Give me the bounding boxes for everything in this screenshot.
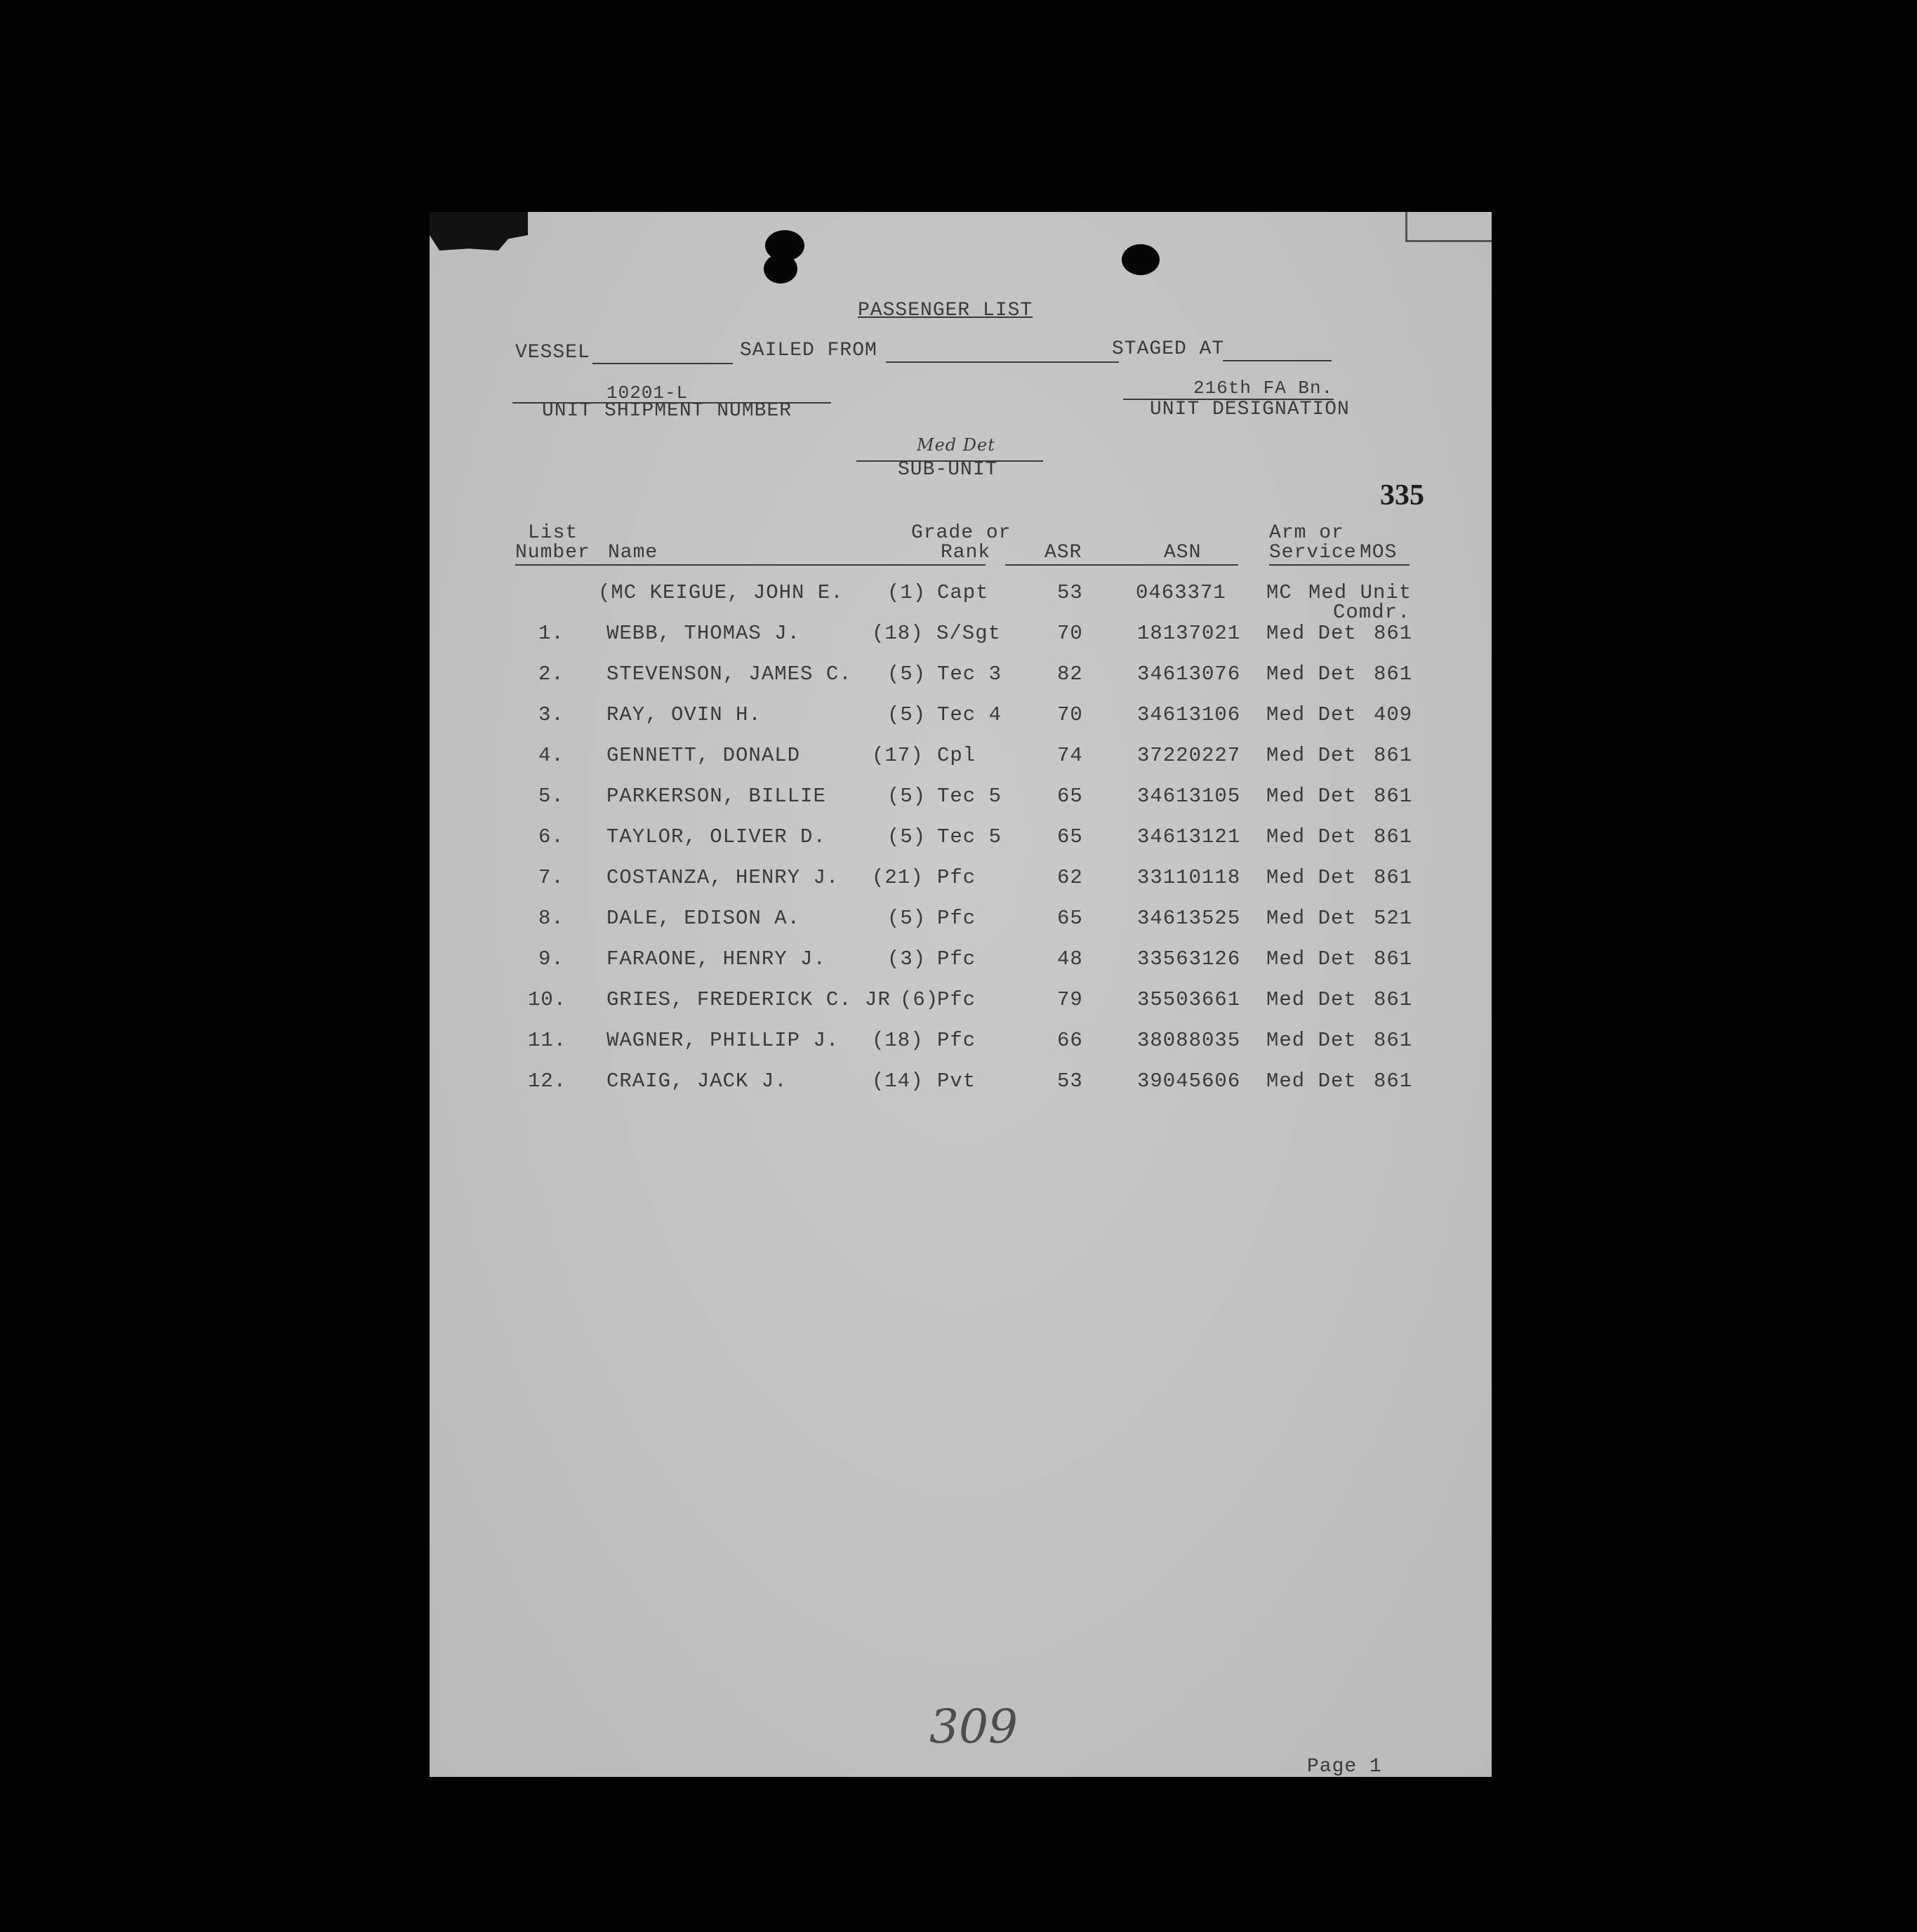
- row-asn: 33563126: [1137, 947, 1241, 971]
- page-number: Page 1: [1307, 1756, 1382, 1778]
- row-number: 9.: [538, 947, 564, 971]
- row-asn: 34613121: [1137, 825, 1241, 848]
- table-row: [430, 866, 1492, 907]
- row-mos: 861: [1374, 1029, 1413, 1052]
- header-asn-rule: [1110, 564, 1238, 566]
- torn-corner: [430, 212, 528, 251]
- header-rank: Rank: [941, 542, 991, 564]
- row-asr: 66: [1057, 1029, 1083, 1052]
- stamp-number: 335: [1380, 479, 1424, 512]
- row-name: STEVENSON, JAMES C.: [606, 662, 852, 686]
- row-mos: 861: [1374, 662, 1413, 686]
- row-name: (MC KEIGUE, JOHN E.: [598, 581, 844, 604]
- unit-shipment-number-value: 10201-L: [606, 382, 689, 404]
- row-asr: 74: [1057, 744, 1083, 767]
- row-name: GRIES, FREDERICK C. JR: [606, 988, 891, 1011]
- document-title: PASSENGER LIST: [858, 300, 1033, 321]
- row-asn: 0463371: [1136, 581, 1226, 604]
- row-grade-number: (5): [887, 703, 927, 726]
- row-name: RAY, OVIN H.: [606, 703, 762, 726]
- row-number: 5.: [538, 785, 564, 808]
- unit-designation-value: 216th FA Bn.: [1193, 378, 1334, 399]
- staged-at-label: STAGED AT: [1112, 338, 1225, 360]
- row-asr: 70: [1057, 622, 1083, 645]
- row-rank: Tec 5: [937, 785, 1002, 808]
- row-rank: Tec 4: [937, 703, 1002, 726]
- row-asn: 38088035: [1137, 1029, 1241, 1052]
- table-row: [430, 581, 1492, 622]
- row-grade-number: (18): [872, 1029, 924, 1052]
- row-number: 10.: [528, 988, 567, 1011]
- row-asr: 53: [1057, 581, 1083, 604]
- handwritten-number: 309: [929, 1700, 1018, 1754]
- row-number: 1.: [538, 622, 564, 645]
- row-rank: Tec 5: [937, 825, 1002, 848]
- row-mos: Med Unit: [1308, 581, 1412, 604]
- header-name: Name: [608, 542, 658, 564]
- row-asn: 34613076: [1137, 662, 1241, 686]
- row-grade-number: (21): [872, 866, 924, 889]
- row-asr: 65: [1057, 785, 1083, 808]
- row-rank: Pfc: [937, 947, 976, 971]
- row-asn: 37220227: [1137, 744, 1241, 767]
- header-asr-rule: [1005, 564, 1110, 566]
- table-row: [430, 947, 1492, 988]
- vessel-label: VESSEL: [515, 342, 590, 364]
- header-arm: Arm or: [1269, 522, 1344, 544]
- row-rank: Pfc: [937, 907, 976, 930]
- row-mos: 409: [1374, 703, 1413, 726]
- table-row: [430, 825, 1492, 866]
- row-mos: 521: [1374, 907, 1413, 930]
- sailed-from-label: SAILED FROM: [740, 340, 877, 361]
- row-asr: 53: [1057, 1070, 1083, 1093]
- vessel-field-line: [592, 363, 733, 364]
- header-grade: Grade or: [911, 522, 1011, 544]
- row-grade-number: (6): [900, 988, 939, 1011]
- row-service: Med Det: [1266, 988, 1357, 1011]
- row-grade-number: (1): [887, 581, 927, 604]
- row-name: GENNETT, DONALD: [606, 744, 801, 767]
- row-mos-continued: Comdr.: [1333, 601, 1411, 624]
- row-service: Med Det: [1266, 1029, 1357, 1052]
- row-rank: Capt: [937, 581, 989, 604]
- row-asr: 48: [1057, 947, 1083, 971]
- row-service: Med Det: [1266, 662, 1357, 686]
- header-asr: ASR: [1044, 542, 1082, 564]
- row-name: DALE, EDISON A.: [606, 907, 801, 930]
- row-asn: 34613105: [1137, 785, 1241, 808]
- row-rank: Pfc: [937, 866, 976, 889]
- row-asn: 35503661: [1137, 988, 1241, 1011]
- sub-unit-value: Med Det: [917, 435, 995, 455]
- row-service: Med Det: [1266, 825, 1357, 848]
- document-page: [430, 212, 1492, 1777]
- table-row: [430, 662, 1492, 703]
- row-mos: 861: [1374, 825, 1413, 848]
- sub-unit-label: SUB-UNIT: [898, 459, 998, 481]
- row-mos: 861: [1374, 866, 1413, 889]
- row-asr: 82: [1057, 662, 1083, 686]
- row-number: 2.: [538, 662, 564, 686]
- row-service: Med Det: [1266, 947, 1357, 971]
- row-service: Med Det: [1266, 703, 1357, 726]
- staged-at-field-line: [1223, 360, 1332, 361]
- row-number: 12.: [528, 1070, 567, 1093]
- row-rank: Pfc: [937, 988, 976, 1011]
- row-grade-number: (18): [872, 622, 924, 645]
- unit-designation-label: UNIT DESIGNATION: [1150, 399, 1350, 420]
- folded-corner: [1405, 212, 1492, 242]
- row-grade-number: (5): [887, 785, 927, 808]
- row-name: COSTANZA, HENRY J.: [606, 866, 840, 889]
- row-number: 7.: [538, 866, 564, 889]
- row-grade-number: (5): [887, 825, 927, 848]
- row-name: FARAONE, HENRY J.: [606, 947, 826, 971]
- row-mos: 861: [1374, 1070, 1413, 1093]
- row-rank: Pvt: [937, 1070, 976, 1093]
- header-mos: MOS: [1360, 542, 1398, 564]
- punch-hole: [764, 254, 797, 284]
- row-number: 11.: [528, 1029, 567, 1052]
- row-number: 4.: [538, 744, 564, 767]
- table-row: [430, 622, 1492, 662]
- row-number: 6.: [538, 825, 564, 848]
- row-name: PARKERSON, BILLIE: [606, 785, 826, 808]
- header-service-rule: [1269, 564, 1409, 566]
- header-list-number: Number: [515, 542, 590, 564]
- table-row: [430, 785, 1492, 825]
- unit-shipment-number-label: UNIT SHIPMENT NUMBER: [542, 400, 792, 422]
- row-rank: Cpl: [937, 744, 976, 767]
- row-service: Med Det: [1266, 785, 1357, 808]
- row-service: Med Det: [1266, 907, 1357, 930]
- table-row: [430, 1070, 1492, 1110]
- row-asr: 62: [1057, 866, 1083, 889]
- row-asn: 18137021: [1137, 622, 1241, 645]
- punch-hole: [1122, 244, 1160, 275]
- row-asr: 65: [1057, 825, 1083, 848]
- table-row: [430, 703, 1492, 744]
- row-grade-number: (17): [872, 744, 924, 767]
- row-rank: Tec 3: [937, 662, 1002, 686]
- header-service: Service: [1269, 542, 1357, 564]
- header-name-rule: [515, 564, 986, 566]
- row-mos: 861: [1374, 785, 1413, 808]
- row-asn: 39045606: [1137, 1070, 1241, 1093]
- row-rank: S/Sgt: [936, 622, 1002, 645]
- header-list: List: [528, 522, 578, 544]
- row-asr: 65: [1057, 907, 1083, 930]
- table-row: [430, 988, 1492, 1029]
- row-grade-number: (5): [887, 907, 927, 930]
- row-number: 3.: [538, 703, 564, 726]
- row-grade-number: (14): [872, 1070, 924, 1093]
- row-grade-number: (3): [887, 947, 927, 971]
- row-name: TAYLOR, OLIVER D.: [606, 825, 826, 848]
- row-name: CRAIG, JACK J.: [606, 1070, 788, 1093]
- row-service: Med Det: [1266, 744, 1357, 767]
- table-row: [430, 1029, 1492, 1070]
- row-grade-number: (5): [887, 662, 927, 686]
- row-rank: Pfc: [937, 1029, 976, 1052]
- row-service: Med Det: [1266, 1070, 1357, 1093]
- row-asn: 34613525: [1137, 907, 1241, 930]
- row-mos: 861: [1374, 988, 1413, 1011]
- row-asr: 70: [1057, 703, 1083, 726]
- table-row: [430, 907, 1492, 947]
- row-service: Med Det: [1266, 866, 1357, 889]
- header-asn: ASN: [1164, 542, 1202, 564]
- row-mos: 861: [1374, 622, 1413, 645]
- table-row: [430, 744, 1492, 785]
- sailed-from-field-line: [886, 361, 1119, 363]
- row-mos: 861: [1374, 744, 1413, 767]
- row-service: MC: [1266, 581, 1292, 604]
- row-asr: 79: [1057, 988, 1083, 1011]
- row-mos: 861: [1374, 947, 1413, 971]
- row-name: WAGNER, PHILLIP J.: [606, 1029, 840, 1052]
- row-number: 8.: [538, 907, 564, 930]
- row-asn: 33110118: [1137, 866, 1241, 889]
- row-asn: 34613106: [1137, 703, 1241, 726]
- row-name: WEBB, THOMAS J.: [606, 622, 801, 645]
- row-service: Med Det: [1266, 622, 1357, 645]
